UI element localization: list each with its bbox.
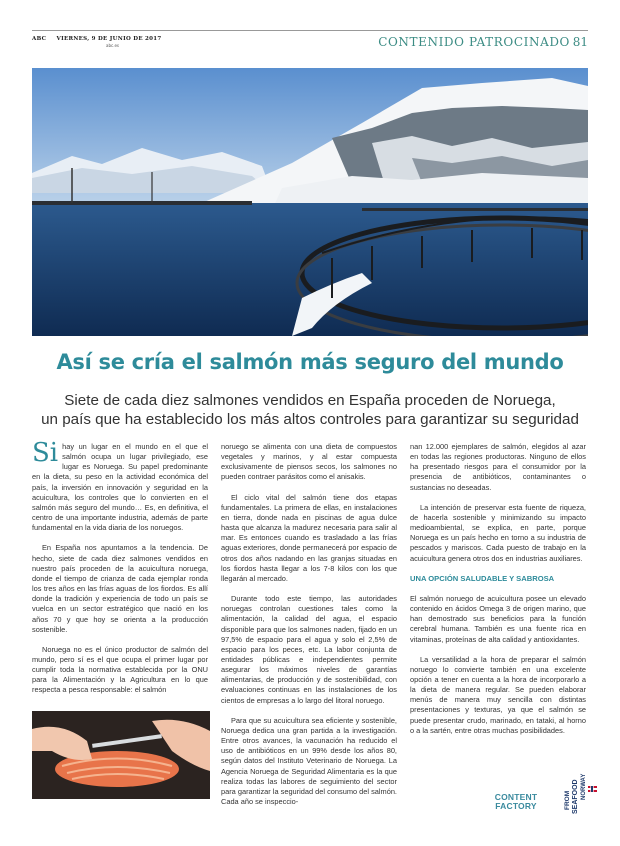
section-title: CONTENIDO PATROCINADO — [378, 35, 570, 49]
issue-date: VIERNES, 9 DE JUNIO DE 2017 — [56, 36, 162, 42]
norway-flag-icon — [588, 786, 597, 792]
subhead-line-2: un país que ha establecido los más altos controles para garantizar su seguridad — [41, 411, 579, 428]
paragraph: Durante todo este tiempo, las autoridades noruegas controlan cuestiones tales como la alimentación, la calidad del agua, el espacio disponible para que los salmones naden, fijado en un 97,5% de espacio para el agua y solo el 2,5% de espacio para los peces, etc. La labor conjunta de entidades públicas e independientes permite asegurar los máximos niveles de garantías alimentarias, de producción y de sostenibilidad, con evaluaciones continuas en las instalaciones de los cientos de empresas a lo largo del litoral noruego. — [221, 594, 397, 705]
logo-line: FROM — [564, 790, 571, 810]
paragraph: La intención de preservar esta fuente de riqueza, de hacerla sostenible y minimizando su impacto medioambiental, se explica, en parte, porque Noruega es un país hecho en torno a su industria de pescados y mariscos. Cada puesto de trabajo en la acuicultura genera otros dos en industrias auxiliares. — [410, 502, 586, 563]
fjord-salmon-farm-photo — [32, 68, 588, 336]
drop-cap: Si — [32, 438, 59, 468]
logo-line: CONTENT — [494, 792, 538, 802]
masthead — [32, 36, 162, 42]
logo-line: SEAFOOD — [572, 779, 579, 814]
paragraph — [32, 438, 208, 533]
paragraph: noruego se alimenta con una dieta de compuestos vegetales y marinos, y al estar compuesta exclusivamente de piensos secos, los salmones no pueden contraer parásitos como el anisakis. — [221, 442, 397, 482]
seafood-from-norway-logo — [560, 752, 600, 814]
paragraph: La versatilidad a la hora de preparar el salmón noruego lo convierte también en una excelente opción a tener en cuenta a la hora de incorporarlo a la dieta de manera regular. Se pueden elaborar menús de manera muy sencilla con distintas presentaciones y texturas, ya que el salmón se puede presentar crudo, marinado, en tataki, al horno o a la sartén, entre otras muchas posibilidades. — [410, 654, 586, 735]
paragraph: nan 12.000 ejemplares de salmón, elegidos al azar en todas las regiones productoras. Ninguno de ellos ha presentado riesgos para el consumidor por la presencia de antibióticos, contaminantes o sustancias no deseadas. — [410, 442, 586, 492]
logo-line: NORWAY — [581, 773, 587, 800]
paragraph: El salmón noruego de acuicultura posee un elevado contenido en ácidos Omega 3 de origen marino, que han demostrado sus beneficios para la función cerebral humana. También es una fuente rica en vitaminas, proteínas de alta calidad y antioxidantes. — [410, 593, 586, 644]
salmon-slicing-photo — [32, 711, 210, 799]
paragraph: En España nos apuntamos a la tendencia. De hecho, siete de cada diez salmones vendidos en nuestro país proceden de la acuicultura noruega, donde el tiempo de crianza de cada ejemplar ronda los tres años en las frías aguas de los fiordos. Es allí donde la tradición y experiencia de todo un país se vuelca en un sector estratégico que nació en los años 70 y que hoy se orienta a la producción sostenible. — [32, 543, 208, 634]
logo-line: FACTORY — [495, 801, 537, 811]
subhead-line-1: Siete de cada diez salmones vendidos en España proceden de Noruega, — [64, 392, 556, 409]
article-column-1 — [32, 438, 208, 706]
paragraph-text: hay un lugar en el mundo en el que el salmón ocupa un lugar privilegiado, ese lugar es Noruega. Su papel predominante en la dieta, su peso en la actividad económica del país, la inversión en innovación y seguridad en la acuicultura, los controles que lo convierten en el salmón más seguro del mundo… Es, en definitiva, el centro de una importante industria, además de parte fundamental en la vida diaria de los noruegos. — [32, 442, 208, 533]
section-subtitle: UNA OPCIÓN SALUDABLE Y SABROSA — [410, 573, 555, 583]
paragraph: Para que su acuicultura sea eficiente y sostenible, Noruega dedica una gran partida a la investigación. Entre otros avances, la vacunación ha reducido el uso de antibióticos en un 99% desde los años 80, según datos del Instituto Veterinario de Noruega. La Agencia Noruega de Seguridad Alimentaria es la que realiza todas las labores de seguimiento del sector para garantizar la seguridad del consumo del salmón. Cada año se inspeccio- — [221, 715, 397, 806]
paragraph: Noruega no es el único productor de salmón del mundo, pero sí es el que ocupa el primer lugar por cumplir toda la normativa establecida por la ONU para la Alimentación y la Agricultura en lo que respecta a pesca responsable: el salmón — [32, 644, 208, 695]
paragraph: El ciclo vital del salmón tiene dos etapas fundamentales. La primera de ellas, en instalaciones en tierra, donde nada en piscinas de agua dulce hasta que alcanza la madurez necesaria para salir al mar. Es entonces cuando es trasladado a las frías aguas exteriores, donde permanecerá por espacio de otros dos años nadando en las granjas situadas en los fiordos hasta llegar a los 7-8 kilos con los que llegarán al mercado. — [221, 492, 397, 583]
article-column-2 — [221, 442, 397, 817]
article-subhead — [32, 391, 588, 429]
article-column-3 — [410, 442, 586, 746]
page-header — [32, 30, 588, 52]
publication-name: ABC — [32, 36, 47, 42]
page-number: 81 — [572, 35, 588, 49]
article-headline: Así se cría el salmón más seguro del mundo — [56, 350, 564, 374]
content-factory-logo — [488, 793, 544, 811]
edition-label: abc.es — [106, 43, 120, 48]
